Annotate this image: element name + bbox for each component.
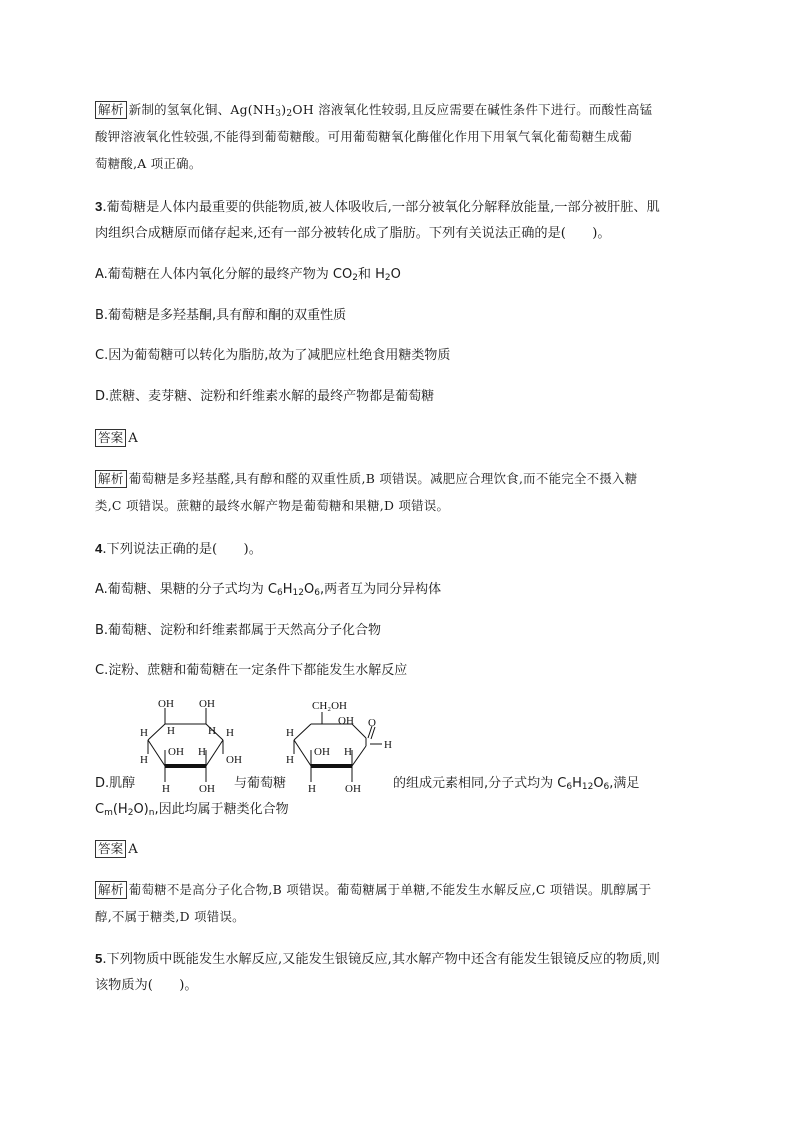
atom-label: H xyxy=(308,783,316,795)
atom-label: H xyxy=(140,727,148,739)
atom-label: O xyxy=(368,717,376,729)
atom-label: OH xyxy=(168,746,184,758)
question-number: 3 xyxy=(95,199,103,214)
atom-label: OH xyxy=(199,698,215,710)
atom-label: OH xyxy=(158,698,174,710)
inositol-structure xyxy=(140,698,240,793)
atom-label: OH xyxy=(199,783,215,795)
q4-option-d-line2: $C_m(H_2O)_n$,因此均属于糖类化合物 xyxy=(95,802,289,818)
answer-value: A xyxy=(128,431,138,446)
question-5-stem-line2: 该物质为( )。 xyxy=(95,978,198,993)
q3-explanation-line: 类,C 项错误。蔗糖的最终水解产物是葡萄糖和果糖,D 项错误。 xyxy=(95,498,450,513)
question-number: 5 xyxy=(95,951,103,966)
atom-label: OH xyxy=(314,746,330,758)
q4-option-a[interactable]: A.葡萄糖、果糖的分子式均为 $C_6H_{12}O_6$,两者互为同分异构体 xyxy=(95,582,442,598)
atom-label: H xyxy=(208,725,216,737)
question-number: 4 xyxy=(95,541,103,556)
answer-tag: 答案 xyxy=(95,429,126,447)
atom-label: H xyxy=(286,727,294,739)
answer-tag: 答案 xyxy=(95,840,126,858)
q3-option-b[interactable]: B.葡萄糖是多羟基酮,具有醇和酮的双重性质 xyxy=(95,308,347,323)
atom-label: H xyxy=(384,739,392,751)
q4-answer xyxy=(95,840,138,859)
q3-explanation-line: 解析 葡萄糖是多羟基醛,具有醇和醛的双重性质,B 项错误。减肥应合理饮食,而不能完全不摄入糖 xyxy=(95,470,637,488)
explanation-tag: 解析 xyxy=(95,470,127,488)
q4-explanation-line: 解析 葡萄糖不是高分子化合物,B 项错误。葡萄糖属于单糖,不能发生水解反应,C 项错误。肌醇属于 xyxy=(95,881,651,899)
q3-option-c[interactable]: C.因为葡萄糖可以转化为脂肪,故为了减肥应杜绝食用糖类物质 xyxy=(95,348,451,363)
question-5-stem: 5.下列物质中既能发生水解反应,又能发生银镜反应,其水解产物中还含有能发生银镜反应的物质,则 xyxy=(95,951,660,967)
question-4-stem: 4.下列说法正确的是( )。 xyxy=(95,541,262,557)
q4-option-b[interactable]: B.葡萄糖、淀粉和纤维素都属于天然高分子化合物 xyxy=(95,623,382,638)
explanation-tag: 解析 xyxy=(95,101,127,119)
explanation-line: 解析 新制的氢氧化铜、$Ag(NH_3)_2OH$ 溶液氧化性较弱,且反应需要在碱性条件下进行。而酸性高锰 xyxy=(95,101,652,119)
explanation-tag: 解析 xyxy=(95,881,127,899)
atom-label: CH₂OH xyxy=(312,700,348,712)
explanation-line: 酸钾溶液氧化性较强,不能得到葡萄糖酸。可用葡萄糖氧化酶催化作用下用氧气氧化葡萄糖生成葡 xyxy=(95,129,633,144)
atom-label: OH xyxy=(226,754,242,766)
atom-label: OH xyxy=(345,783,361,795)
atom-label: H xyxy=(344,746,352,758)
atom-label: H xyxy=(162,783,170,795)
q4-option-d[interactable]: D.肌醇 xyxy=(95,776,136,791)
atom-label: H xyxy=(198,746,206,758)
atom-label: H xyxy=(140,754,148,766)
question-3-stem-line2: 肉组织合成糖原而储存起来,还有一部分被转化成了脂肪。下列有关说法正确的是( )。 xyxy=(95,226,611,241)
answer-value: A xyxy=(128,842,138,857)
explanation-line: 萄糖酸,A 项正确。 xyxy=(95,156,202,171)
q3-option-a[interactable]: A.葡萄糖在人体内氧化分解的最终产物为 $CO_2$和 $H_2O$ xyxy=(95,267,401,283)
q4-option-c[interactable]: C.淀粉、蔗糖和葡萄糖在一定条件下都能发生水解反应 xyxy=(95,663,408,678)
q3-option-d[interactable]: D.蔗糖、麦芽糖、淀粉和纤维素水解的最终产物都是葡萄糖 xyxy=(95,389,435,404)
atom-label: H xyxy=(286,754,294,766)
atom-label: H xyxy=(167,725,175,737)
question-3-stem: 3.葡萄糖是人体内最重要的供能物质,被人体吸收后,一部分被氧化分解释放能量,一部分被肝脏、肌 xyxy=(95,199,660,215)
atom-label: H xyxy=(226,727,234,739)
q4-explanation-line: 醇,不属于糖类,D 项错误。 xyxy=(95,909,245,924)
q3-answer xyxy=(95,429,138,448)
glucose-structure xyxy=(286,698,396,793)
atom-label: OH xyxy=(338,715,354,727)
q4-option-d-rest: 的组成元素相同,分子式均为 $C_6H_{12}O_6$,满足 xyxy=(393,776,640,792)
q4-option-d-mid: 与葡萄糖 xyxy=(234,776,287,791)
